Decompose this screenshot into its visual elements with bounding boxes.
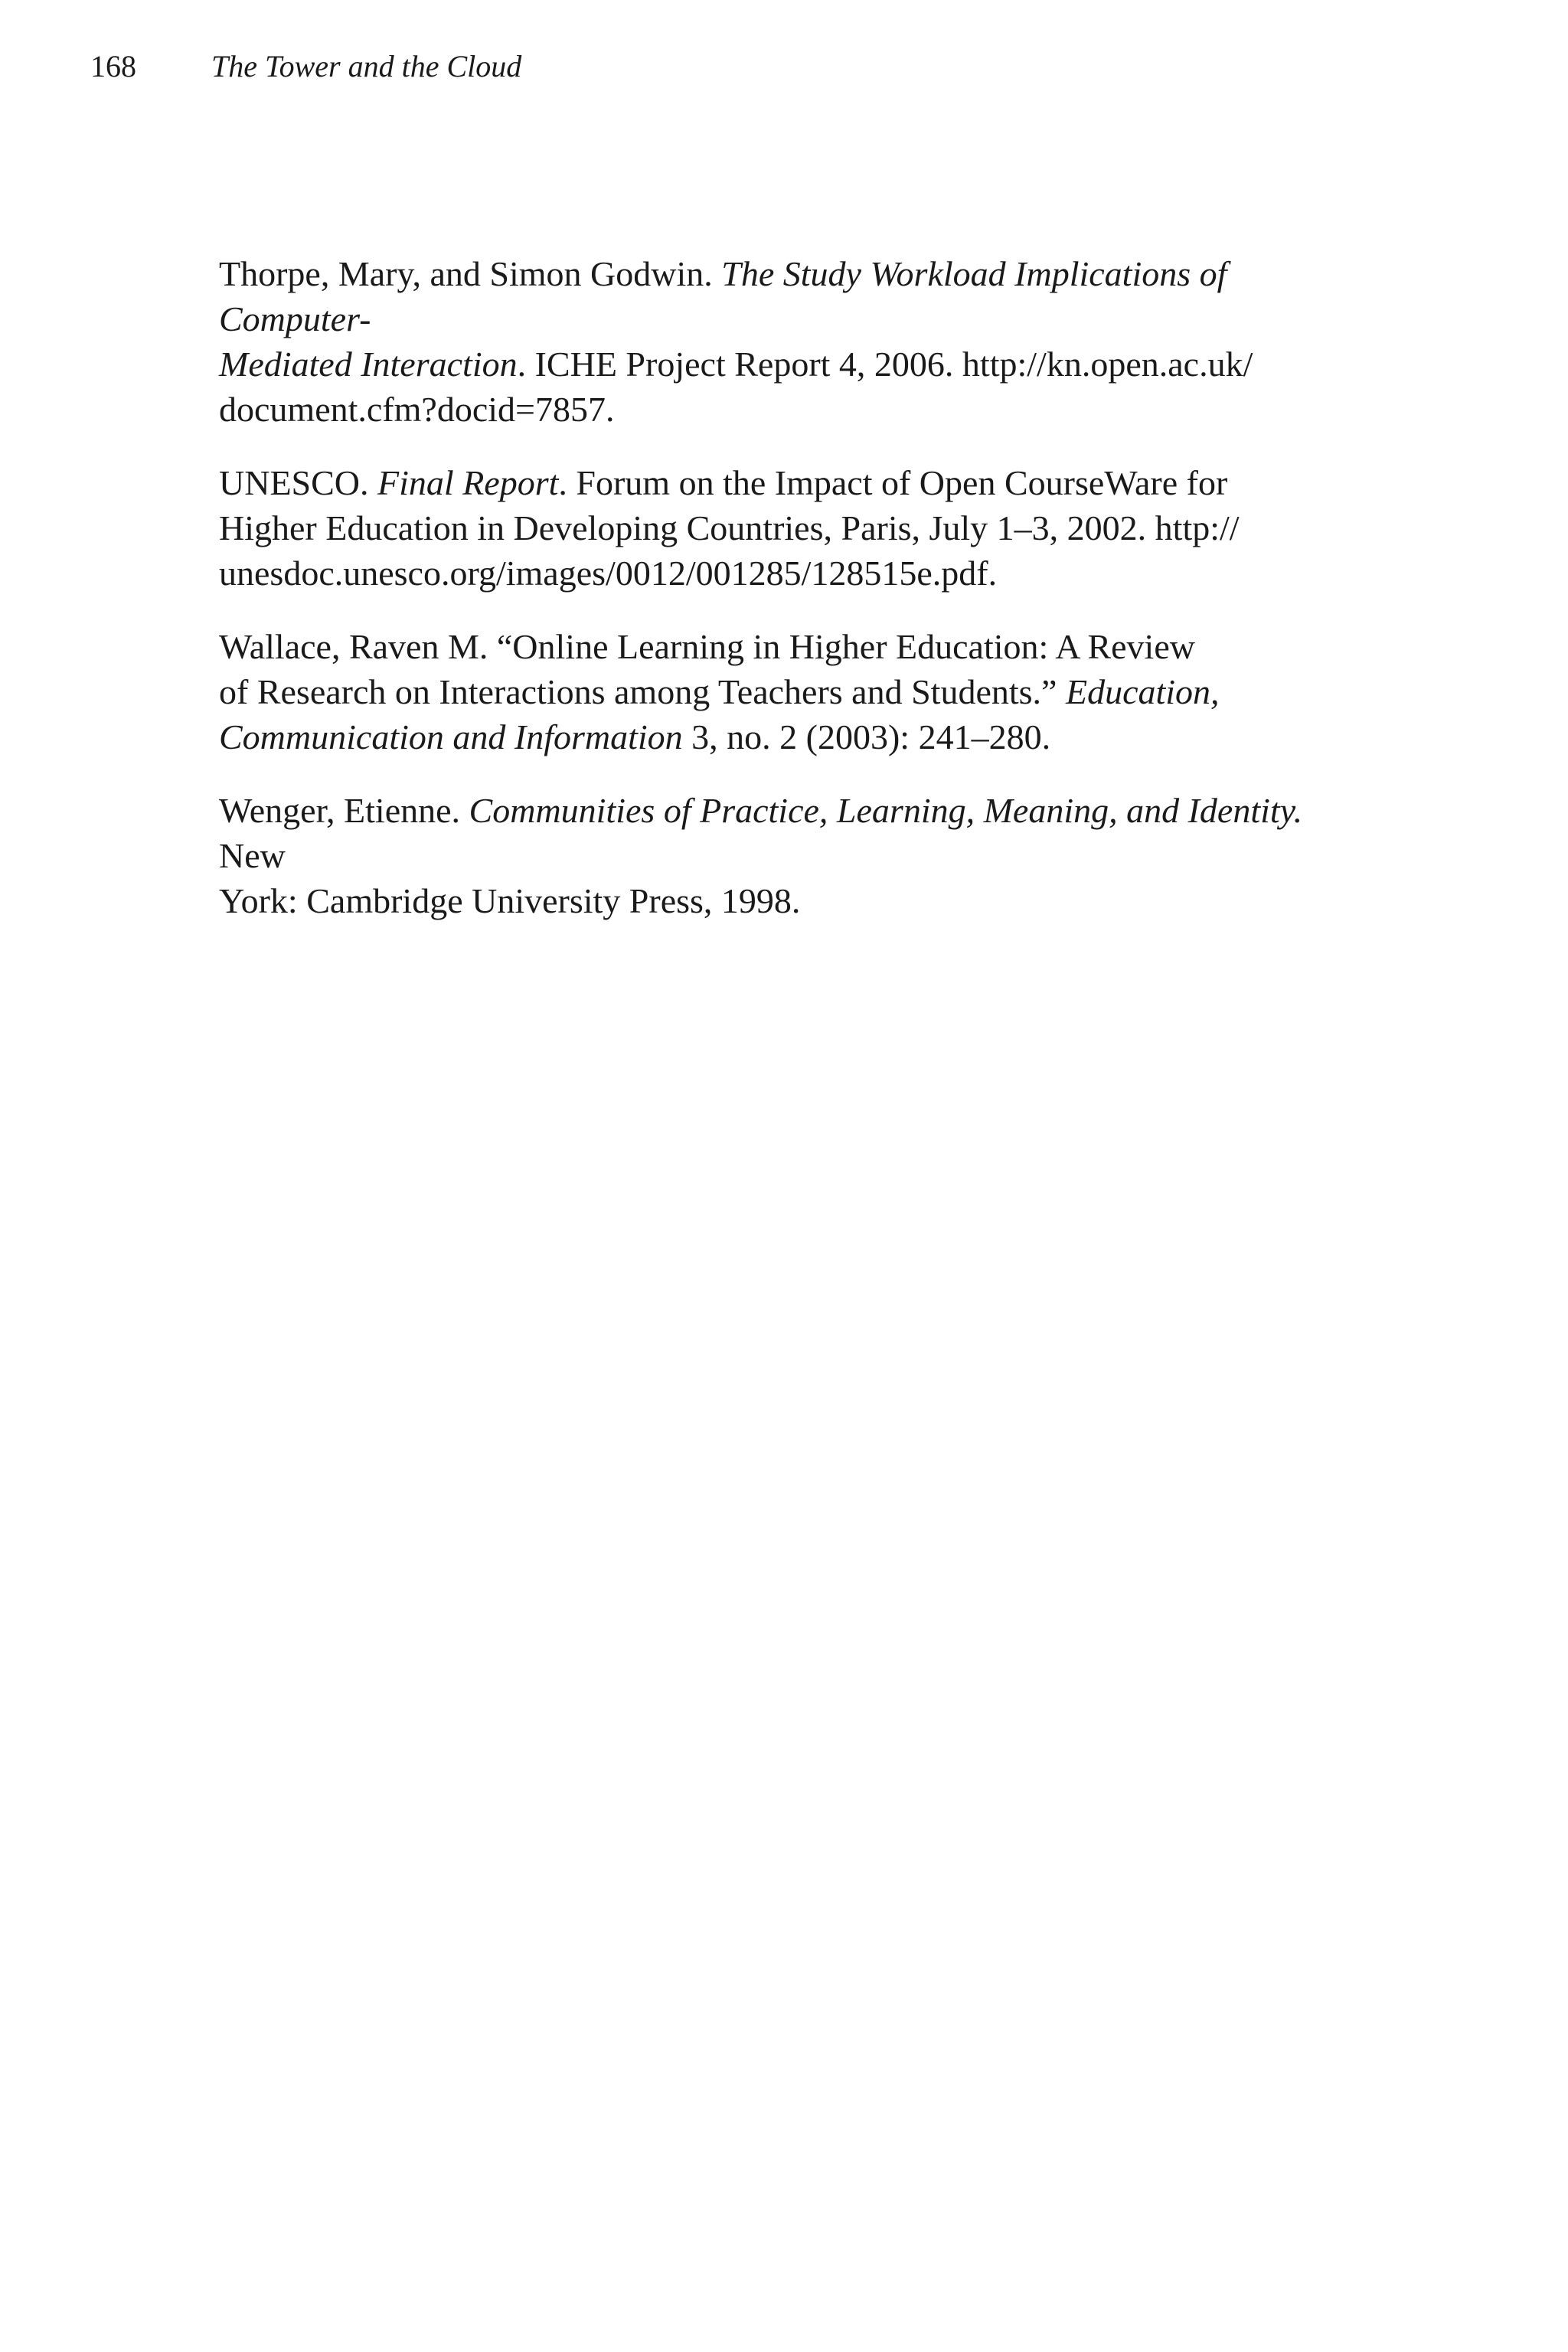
reference-text: 3, no. 2 (2003): 241–280. (682, 717, 1051, 756)
reference-line (219, 460, 1352, 505)
reference-line (219, 669, 1352, 714)
reference-line (219, 505, 1352, 550)
reference-text: UNESCO. (219, 463, 378, 502)
reference-line (219, 341, 1352, 387)
reference-italic-text: Final Report (377, 463, 559, 502)
reference-italic-text: Education, (1065, 672, 1220, 711)
reference-entry (219, 624, 1352, 760)
reference-text: Wenger, Etienne. (219, 791, 469, 830)
reference-italic-text: Communities of Practice, Learning, Meaning, and Identity. (469, 791, 1303, 830)
reference-line (219, 387, 1352, 432)
reference-italic-text: Mediated Interaction (219, 345, 518, 384)
reference-italic-text: The Study Workload Implications of Computer- (219, 254, 1227, 338)
book-title: The Tower and the Cloud (211, 49, 522, 83)
reference-line (219, 788, 1352, 878)
reference-line (219, 714, 1352, 760)
reference-text: . ICHE Project Report 4, 2006. http://kn.open.ac.uk/ (517, 345, 1253, 384)
reference-entry (219, 788, 1352, 923)
page-number: 168 (90, 49, 136, 83)
reference-italic-text: Communication and Information (219, 717, 683, 756)
reference-text: Wallace, Raven M. “Online Learning in Higher Education: A Review (219, 627, 1195, 666)
reference-text: document.cfm?docid=7857. (219, 390, 615, 429)
reference-line (219, 624, 1352, 669)
reference-entry (219, 251, 1352, 432)
reference-text: Higher Education in Developing Countries, Paris, July 1–3, 2002. http:// (219, 508, 1240, 547)
reference-line (219, 878, 1352, 923)
reference-text: of Research on Interactions among Teachers and Students.” (219, 672, 1066, 711)
reference-text: Thorpe, Mary, and Simon Godwin. (219, 254, 722, 293)
reference-text: York: Cambridge University Press, 1998. (219, 881, 801, 920)
reference-text: New (219, 836, 286, 875)
reference-line (219, 550, 1352, 596)
reference-line (219, 251, 1352, 341)
reference-list (219, 251, 1352, 952)
reference-text: . Forum on the Impact of Open CourseWare for (558, 463, 1228, 502)
reference-entry (219, 460, 1352, 596)
reference-text: unesdoc.unesco.org/images/0012/001285/128515e.pdf. (219, 554, 998, 593)
running-head (90, 47, 521, 86)
